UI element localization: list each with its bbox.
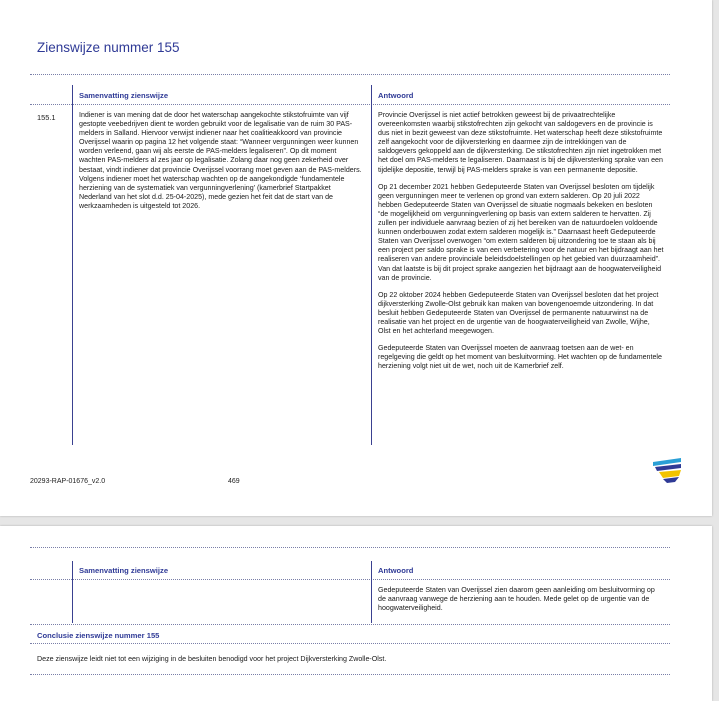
answer-paragraph: Op 22 oktober 2024 hebben Gedeputeerde Staten van Overijssel besloten dat het project dijkversterking Zwolle-Olst gebruik kan maken van bovengenoemde uitzondering. In dat besluit hebben Gedeputeerde Staten van Overijssel de permanente natuurwinst na de realisatie van het project en de urgentie van de hoogwaterveiligheid van Zwolle, Wijhe, Olst en het achterland meegewogen.	[378, 290, 659, 336]
answer-paragraph: Op 21 december 2021 hebben Gedeputeerde Staten van Overijssel besloten om tijdelijk geen vergunningen meer te verlenen op grond van extern salderen. Op 20 juli 2022 hebben Gedeputeerde Staten van Overijssel de situatie nogmaals bekeken en besloten “de mogelijkheid om vergunningverlening op basis van extern salderen te hervatten. Zij zullen per individuele aanvraag bezien of zij het bereiken van de natuurdoelen voldoende kunnen onderbouwen zodat extern salderen mogelijk is.” Daarnaast heeft Gedeputeerde Staten van Overijssel overwogen “om extern salderen bij uitzondering toe te staan als bij een project per saldo sprake is van een verbetering voor de natuur en het bijdraagt aan het realiseren van andere provinciale beleidsdoelstellingen op het gebied van duurzaamheid”. Van dat laatste is bij dit project sprake aangezien het bijdraagt aan de hoogwaterveiligheid van de provincie.	[378, 182, 664, 282]
column-header-answer: Antwoord	[378, 566, 414, 575]
conclusion-title: Conclusie zienswijze nummer 155	[37, 631, 160, 640]
document-page-2	[0, 526, 712, 701]
column-rule	[371, 561, 372, 623]
divider	[30, 643, 670, 644]
column-rule	[371, 85, 372, 445]
conclusion-text: Deze zienswijze leidt niet tot een wijziging in de besluiten benodigd voor het project Dijkversterking Zwolle-Olst.	[37, 655, 387, 663]
page-title: Zienswijze nummer 155	[37, 40, 180, 55]
divider	[30, 624, 670, 625]
divider	[30, 547, 670, 548]
divider	[30, 579, 670, 580]
summary-text: Indiener is van mening dat de door het waterschap aangekochte stikstofruimte van vijf gestopte veebedrijven dient te worden gebruikt voor de legalisatie van de ruim 30 PAS-melders in Salland. Hiervoor verwijst indiener naar het coalitieakkoord van provincie Overijssel waarin op pagina 12 het volgende staat: “Wanneer vergunningen weer kunnen worden verleend, gaan wij als eerste de PAS-melders legaliseren”. Op dit moment wachten PAS-melders al zes jaar op legalisatie. Zolang daar nog geen zekerheid over bestaat, vindt indiener dat provincie Overijssel voorrang moet geven aan de PAS-melders. Volgens indiener moet het waterschap wachten op de aangekondigde ‘fundamentele herziening van de systematiek van vergunningverlening’ (kamerbrief Startpakket Nederland van het slot d.d. 25-04-2025), mede gezien het feit dat de start van de werkzaamheden is uitgesteld tot 2026.	[79, 111, 362, 210]
divider	[30, 674, 670, 675]
answer-paragraph: Gedeputeerde Staten van Overijssel moeten de aanvraag toetsen aan de wet- en regelgeving die geldt op het moment van besluitvorming. Het wachten op de fundamentele herziening volgt niet uit de wet, noch uit de Kamerbrief zelf.	[378, 344, 662, 371]
waterschap-logo-icon	[651, 452, 683, 484]
column-rule	[72, 85, 73, 445]
column-header-summary: Samenvatting zienswijze	[79, 566, 169, 575]
answer-text: Gedeputeerde Staten van Overijssel zien daarom geen aanleiding om besluitvorming op de aanvraag vanwege de herziening aan te houden. Mede gelet op de urgentie van de hoogwaterveiligheid.	[378, 586, 655, 613]
column-header-summary: Samenvatting zienswijze	[79, 91, 169, 100]
answer-text	[378, 111, 664, 379]
document-id: 20293-RAP-01676_v2.0	[30, 478, 106, 485]
divider	[30, 74, 670, 75]
column-rule	[72, 561, 73, 623]
row-number: 155.1	[37, 113, 56, 122]
column-header-answer: Antwoord	[378, 91, 414, 100]
answer-paragraph: Provincie Overijssel is niet actief betrokken geweest bij de privaatrechtelijke overeenkomsten waarbij stikstofrechten zijn gekocht van saldogevers en de provincie is dus niet in bezit geweest van deze stikstofruimte. Het waterschap heeft deze stikstofruimte zelf aangekocht voor de dijkversterking en daarmee zijn de intrekkingen van de saldogevers gekoppeld aan de dijkversterking. De stikstofrechten zijn niet ingetrokken met het doel om PAS-melders te legaliseren. Daarnaast is bij de dijkversterking sprake van een tijdelijke depositie, terwijl bij PAS-melders sprake is van een permanente depositie.	[378, 111, 663, 174]
divider	[30, 104, 670, 105]
page-number: 469	[228, 478, 240, 485]
